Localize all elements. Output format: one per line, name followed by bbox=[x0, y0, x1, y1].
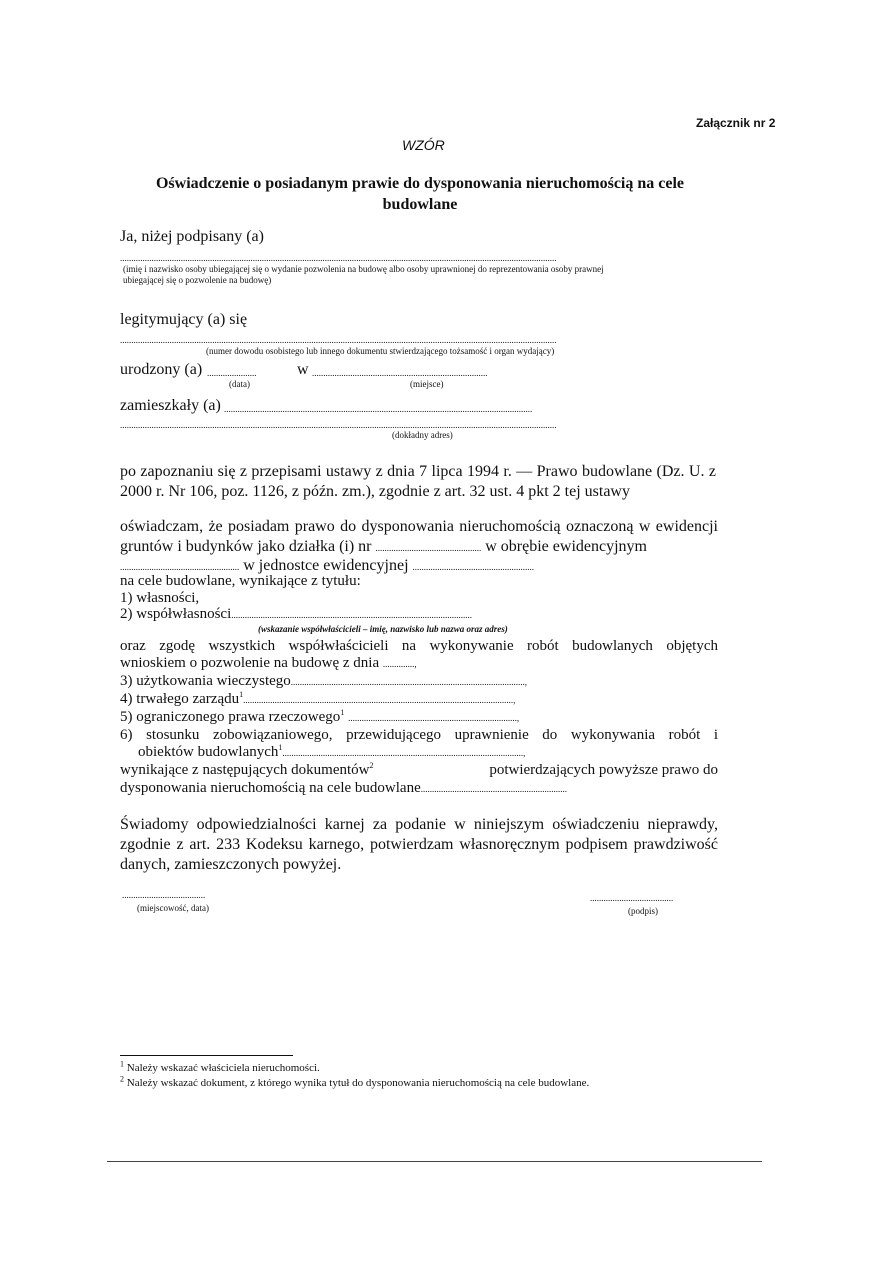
id-doc-hint: (numer dowodu osobistego lub innego dokumentu stwierdzającego tożsamość i organ wydający) bbox=[206, 346, 555, 356]
title-item-6-line2 bbox=[138, 744, 525, 761]
address-dots: .................................................................................................................................................................................................. bbox=[120, 420, 557, 430]
document-title: Oświadczenie o posiadanym prawie do dysponowania nieruchomością na cele budowlane bbox=[155, 175, 685, 213]
footnote-ref-1c: 1 bbox=[278, 743, 283, 752]
footnote-ref-2: 2 bbox=[369, 761, 374, 770]
title-item-5-dots: ..........................................................................., bbox=[348, 713, 520, 723]
title-item-2 bbox=[120, 606, 472, 623]
documents-label bbox=[120, 762, 374, 779]
liability-line1: Świadomy odpowiedzialności karnej za podanie w niniejszym oświadczeniu nieprawdy, bbox=[120, 816, 718, 833]
id-doc-dots: .................................................................................................................................................................................................. bbox=[120, 335, 557, 345]
footnote-2-number: 2 bbox=[120, 1074, 124, 1084]
title-item-6-line1: 6) stosunku zobowiązaniowego, przewidującego uprawnienie do wykonywania robót i bbox=[120, 727, 718, 743]
place-date-dots: ..................................... bbox=[122, 890, 206, 900]
name-field-dots: .................................................................................................................................................................................................. bbox=[120, 253, 557, 263]
footnote-2 bbox=[120, 1074, 590, 1089]
title-item-2-label: 2) współwłasności bbox=[120, 606, 232, 622]
co-owners-hint: (wskazanie współwłaścicieli – imię, nazwisko lub nazwa oraz adres) bbox=[258, 624, 508, 634]
title-item-3 bbox=[120, 673, 527, 690]
title-intro: na cele budowlane, wynikające z tytułu: bbox=[120, 573, 361, 589]
declaration-line1: oświadczam, że posiadam prawo do dysponowania nieruchomością oznaczoną w ewidencji bbox=[120, 518, 718, 535]
born-place-hint: (miejsce) bbox=[410, 379, 444, 389]
consent-line1: oraz zgodę wszystkich współwłaścicieli na wykonywanie robót budowlanych objętych bbox=[120, 638, 718, 654]
title-item-3-label: 3) użytkowania wieczystego bbox=[120, 673, 291, 689]
title-item-6-label: obiektów budowlanych bbox=[138, 744, 279, 760]
title-item-4 bbox=[120, 691, 515, 708]
footnote-1 bbox=[120, 1059, 320, 1074]
title-item-5 bbox=[120, 709, 519, 726]
resident-label: zamieszkały (a) bbox=[120, 397, 221, 414]
title-item-3-dots: ........................................................................................................, bbox=[290, 677, 528, 687]
consent-date-dots: .............., bbox=[382, 659, 417, 669]
documents-label-text: wynikające z następujących dokumentów bbox=[120, 762, 370, 778]
signature-dots: ..................................... bbox=[590, 893, 674, 903]
footnote-ref-1b: 1 bbox=[340, 708, 345, 717]
liability-line2: zgodnie z art. 233 Kodeksu karnego, potwierdzam własnoręcznym podpisem prawdziwość bbox=[120, 836, 718, 853]
unit-dots: ...................................................... bbox=[412, 562, 535, 572]
precinct-label: w obrębie ewidencyjnym bbox=[485, 538, 647, 555]
documents-purpose: dysponowania nieruchomością na cele budowlane bbox=[120, 780, 421, 796]
place-date-hint: (miejscowość, data) bbox=[137, 903, 209, 913]
wzor-label: WZÓR bbox=[402, 137, 445, 153]
name-hint-line2: ubiegającej się o pozwolenie na budowę) bbox=[123, 275, 272, 285]
documents-line2 bbox=[120, 780, 567, 797]
consent-label: wnioskiem o pozwolenie na budowę z dnia bbox=[120, 655, 380, 671]
law-ref-line2: 2000 r. Nr 106, poz. 1126, z późn. zm.), zgodnie z art. 32 ust. 4 pkt 2 tej ustawy bbox=[120, 483, 630, 500]
annex-label: Załącznik nr 2 bbox=[696, 116, 776, 130]
title-item-4-label: 4) trwałego zarządu bbox=[120, 691, 240, 707]
footnote-1-text: Należy wskazać właściciela nieruchomości. bbox=[126, 1062, 320, 1074]
intro-label: Ja, niżej podpisany (a) bbox=[120, 228, 264, 245]
resident-dots: ......................................................................................................................................... bbox=[224, 404, 533, 414]
page-bottom-rule bbox=[107, 1161, 762, 1162]
plot-label: gruntów i budynków jako działka (i) nr bbox=[120, 538, 372, 555]
born-date-dots: ...................... bbox=[207, 368, 257, 378]
documents-dots: ................................................................. bbox=[420, 784, 567, 794]
born-w: w bbox=[297, 361, 309, 378]
plot-number-dots: ............................................... bbox=[375, 543, 482, 553]
born-label: urodzony (a) bbox=[120, 361, 203, 378]
consent-line2 bbox=[120, 655, 417, 672]
born-place-dots: .............................................................................. bbox=[312, 368, 488, 378]
footnote-1-number: 1 bbox=[120, 1059, 124, 1069]
title-item-5-label: 5) ograniczonego prawa rzeczowego bbox=[120, 709, 341, 725]
footnote-ref-1a: 1 bbox=[239, 690, 244, 699]
documents-line1 bbox=[120, 762, 718, 779]
title-item-4-dots: ........................................................................................................................, bbox=[243, 695, 516, 705]
liability-line3: danych, zamieszczonych powyżej. bbox=[120, 856, 342, 873]
name-hint-line1: (imię i nazwisko osoby ubiegającej się o wydanie pozwolenia na budowę albo osoby uprawnionej do reprezentowania osoby prawnej bbox=[123, 264, 604, 274]
footnote-2-text: Należy wskazać dokument, z którego wynika tytuł do dysponowania nieruchomością na cele budowlane. bbox=[126, 1077, 590, 1089]
address-hint: (dokładny adres) bbox=[392, 430, 453, 440]
title-item-6-dots: ..........................................................................................................., bbox=[282, 748, 526, 758]
title-item-2-dots: ........................................................................................................... bbox=[231, 610, 472, 620]
id-doc-label: legitymujący (a) się bbox=[120, 311, 248, 328]
footnote-separator bbox=[120, 1055, 293, 1056]
documents-label-cont: potwierdzających powyższe prawo do bbox=[489, 762, 718, 778]
law-ref-line1: po zapoznaniu się z przepisami ustawy z dnia 7 lipca 1994 r. — Prawo budowlane (Dz. U. z bbox=[120, 463, 716, 480]
declaration-line2 bbox=[120, 538, 647, 556]
title-item-1: 1) własności, bbox=[120, 590, 200, 606]
unit-label: w jednostce ewidencyjnej bbox=[243, 557, 409, 574]
born-date-hint: (data) bbox=[229, 379, 250, 389]
precinct-dots: ..................................................... bbox=[120, 562, 240, 572]
signature-hint: (podpis) bbox=[628, 906, 658, 916]
